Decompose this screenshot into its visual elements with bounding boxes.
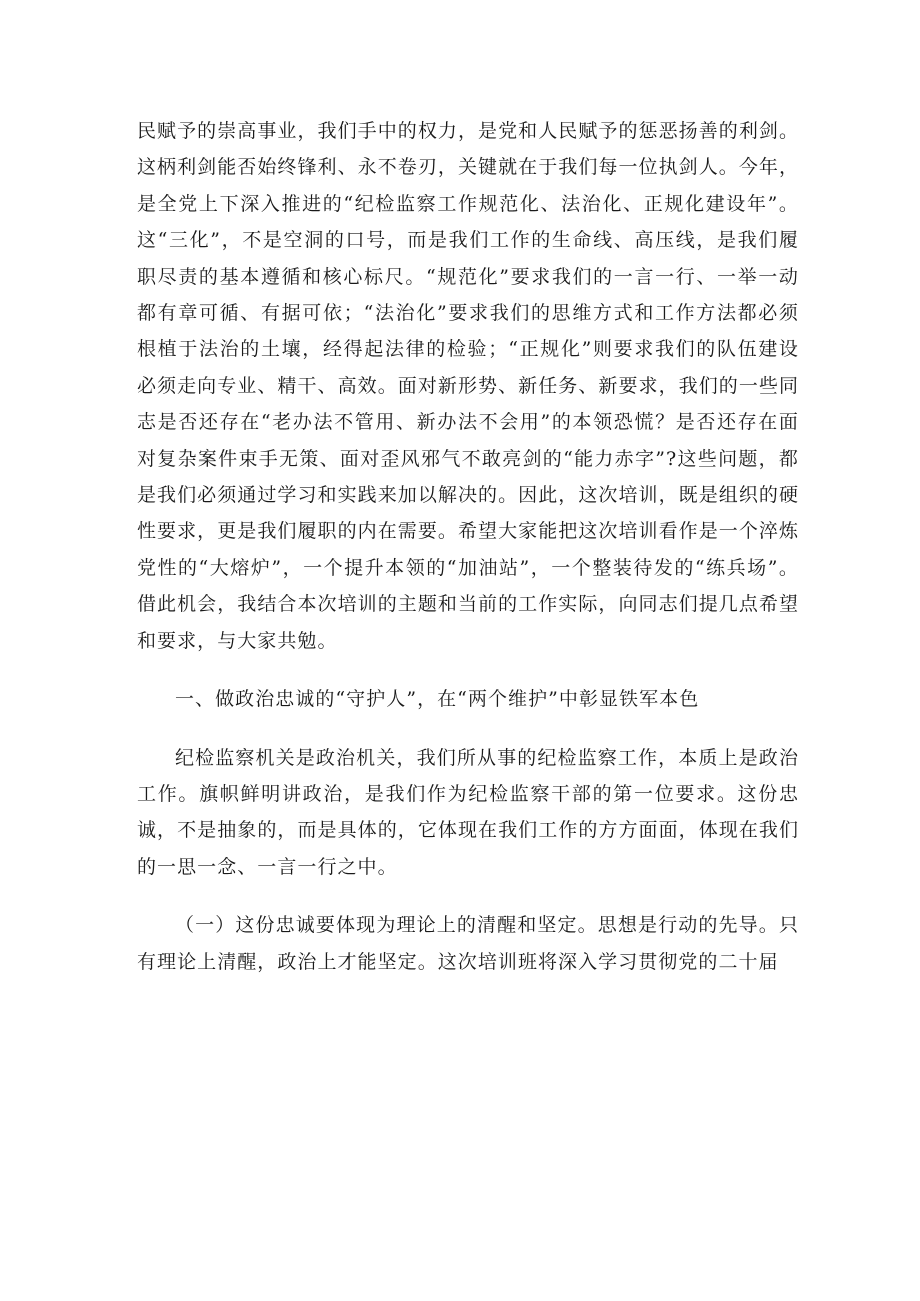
body-paragraph-1: 民赋予的崇高事业，我们手中的权力，是党和人民赋予的惩恶扬善的利剑。这柄利剑能否始终锋利、永不卷刃，关键就在于我们每一位执剑人。今年，是全党上下深入推进的“纪检监察工作规范化、法治化、正规化建设年”。这“三化”，不是空洞的口号，而是我们工作的生命线、高压线，是我们履职尽责的基本遵循和核心标尺。“规范化”要求我们的一言一行、一举一动都有章可循、有据可依；“法治化”要求我们的思维方式和工作方法都必须根植于法治的土壤，经得起法律的检验；“正规化”则要求我们的队伍建设必须走向专业、精干、高效。面对新形势、新任务、新要求，我们的一些同志是否还存在“老办法不管用、新办法不会用”的本领恐慌？是否还存在面对复杂案件束手无策、面对歪风邪气不敢亮剑的“能力赤字”?这些问题，都是我们必须通过学习和实践来加以解决的。因此，这次培训，既是组织的硬性要求，更是我们履职的内在需要。希望大家能把这次培训看作是一个淬炼党性的“大熔炉”，一个提升本领的“加油站”，一个整装待发的“练兵场”。借此机会，我结合本次培训的主题和当前的工作实际，向同志们提几点希望和要求，与大家共勉。	[137, 120, 799, 652]
section-heading-1: 一、做政治忠诚的“守护人”，在“两个维护”中彰显铁军本色	[175, 688, 700, 711]
body-paragraph-3: （一）这份忠诚要体现为理论上的清醒和坚定。思想是行动的先导。只有理论上清醒，政治上才能坚定。这次培训班将深入学习贯彻党的二十届	[137, 914, 799, 973]
body-paragraph-2: 纪检监察机关是政治机关，我们所从事的纪检监察工作，本质上是政治工作。旗帜鲜明讲政治，是我们作为纪检监察干部的第一位要求。这份忠诚，不是抽象的，而是具体的，它体现在我们工作的方方面面，体现在我们的一思一念、一言一行之中。	[137, 746, 799, 878]
document-body	[137, 113, 799, 980]
